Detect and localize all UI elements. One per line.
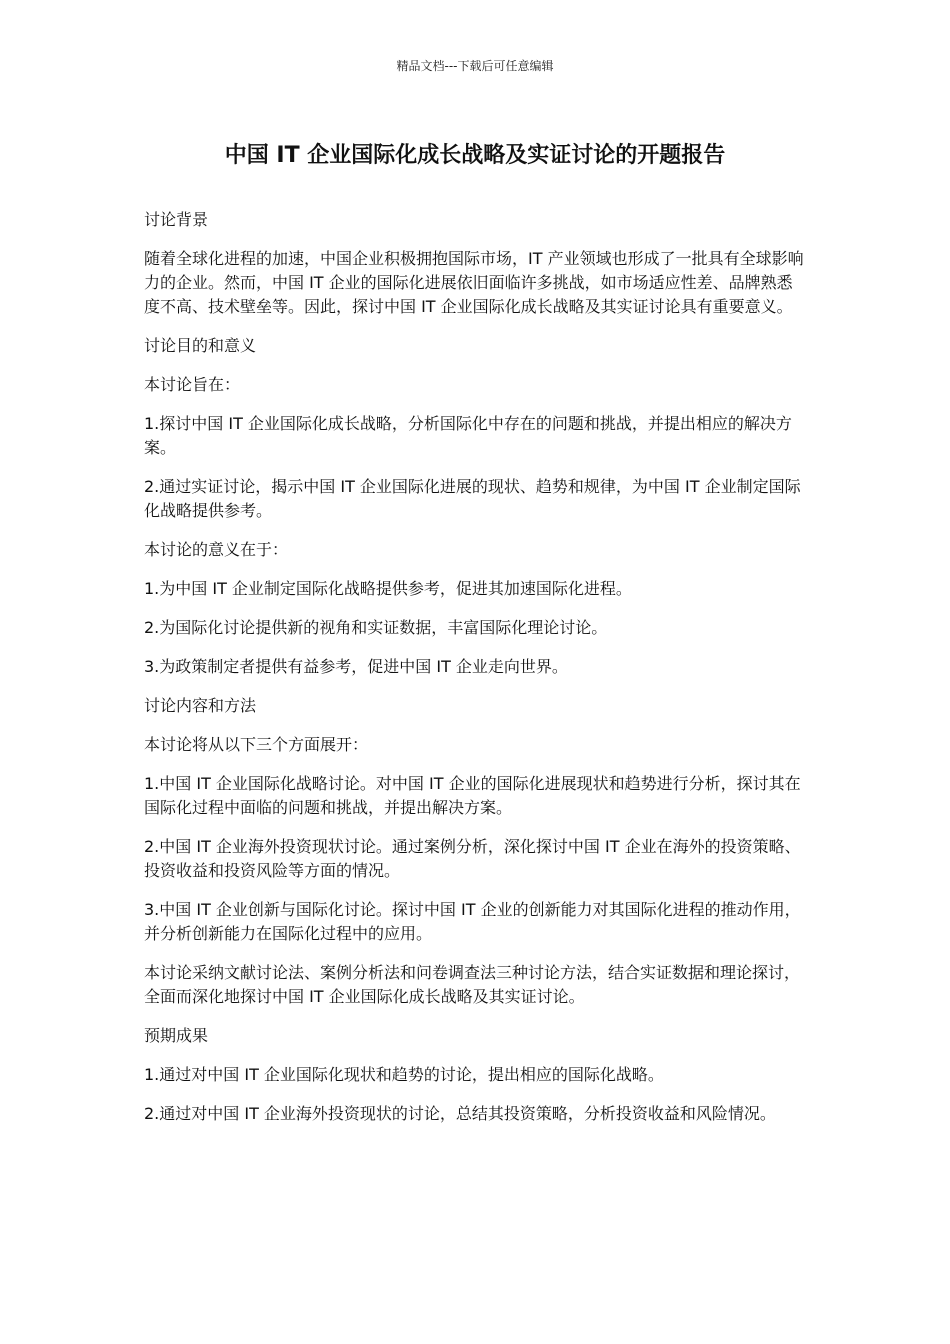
paragraph-significance-intro: 本讨论的意义在于：	[144, 540, 289, 559]
list-item-aim-2: 2.通过实证讨论，揭示中国 IT 企业国际化进展的现状、趋势和规律，为中国 IT 企业制定国际化战略提供参考。	[144, 477, 801, 520]
paragraph-content-intro: 本讨论将从以下三个方面展开：	[144, 735, 369, 754]
section-heading-background: 讨论背景	[144, 210, 209, 229]
list-item-content-1: 1.中国 IT 企业国际化战略讨论。对中国 IT 企业的国际化进展现状和趋势进行分析，探讨其在国际化过程中面临的问题和挑战，并提出解决方案。	[144, 774, 801, 817]
document-title: 中国 IT 企业国际化成长战略及实证讨论的开题报告	[224, 143, 726, 168]
paragraph-aim-intro: 本讨论旨在：	[144, 375, 241, 394]
list-item-significance-3: 3.为政策制定者提供有益参考，促进中国 IT 企业走向世界。	[144, 657, 568, 676]
list-item-aim-1: 1.探讨中国 IT 企业国际化成长战略，分析国际化中存在的问题和挑战，并提出相应的解决方案。	[144, 414, 792, 457]
document-body	[144, 208, 808, 1141]
section-heading-content-method: 讨论内容和方法	[144, 696, 257, 715]
section-heading-purpose: 讨论目的和意义	[144, 336, 257, 355]
list-item-result-2: 2.通过对中国 IT 企业海外投资现状的讨论，总结其投资策略，分析投资收益和风险情况。	[144, 1104, 776, 1123]
list-item-result-1: 1.通过对中国 IT 企业国际化现状和趋势的讨论，提出相应的国际化战略。	[144, 1065, 664, 1084]
list-item-significance-1: 1.为中国 IT 企业制定国际化战略提供参考，促进其加速国际化进程。	[144, 579, 632, 598]
paragraph-method: 本讨论采纳文献讨论法、案例分析法和问卷调查法三种讨论方法，结合实证数据和理论探讨，全面而深化地探讨中国 IT 企业国际化成长战略及其实证讨论。	[144, 963, 801, 1006]
paragraph-background: 随着全球化进程的加速，中国企业积极拥抱国际市场，IT 产业领域也形成了一批具有全球影响力的企业。然而，中国 IT 企业的国际化进展依旧面临许多挑战，如市场适应性差、品牌熟悉度不高、技术壁垒等。因此，探讨中国 IT 企业国际化成长战略及其实证讨论具有重要意义。	[144, 249, 804, 316]
list-item-content-2: 2.中国 IT 企业海外投资现状讨论。通过案例分析，深化探讨中国 IT 企业在海外的投资策略、投资收益和投资风险等方面的情况。	[144, 837, 801, 880]
section-heading-expected-results: 预期成果	[144, 1026, 209, 1045]
list-item-significance-2: 2.为国际化讨论提供新的视角和实证数据，丰富国际化理论讨论。	[144, 618, 608, 637]
list-item-content-3: 3.中国 IT 企业创新与国际化讨论。探讨中国 IT 企业的创新能力对其国际化进程的推动作用，并分析创新能力在国际化过程中的应用。	[144, 900, 801, 943]
header-note: 精品文档---下载后可任意编辑	[396, 59, 554, 73]
